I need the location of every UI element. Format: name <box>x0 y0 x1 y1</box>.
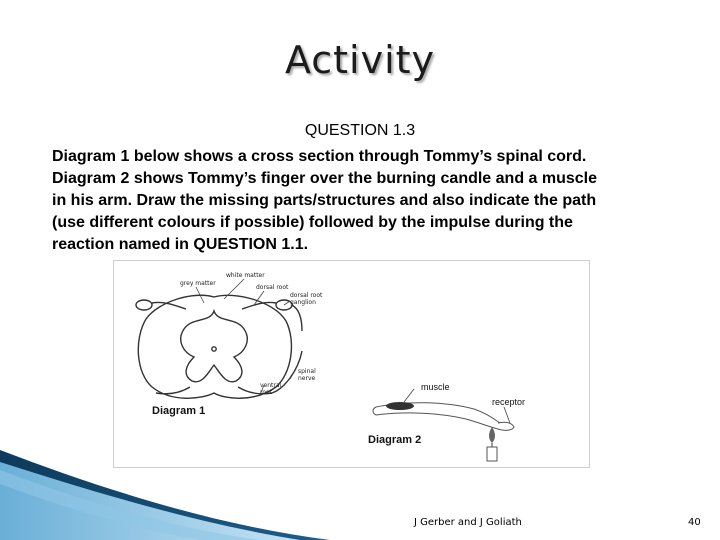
decorative-swoosh <box>0 440 720 540</box>
question-line: in his arm. Draw the missing parts/structures and also indicate the path <box>52 192 597 209</box>
question-line: Diagram 2 shows Tommy’s finger over the burning candle and a muscle <box>52 170 598 187</box>
diagram-figure <box>113 260 590 468</box>
diagram1-caption: Diagram 1 <box>152 405 206 417</box>
slide-title: Activity <box>284 38 436 82</box>
label-ventral-root-1: ventral <box>260 382 282 389</box>
page-number: 40 <box>688 517 701 528</box>
question-line: reaction named in QUESTION 1.1. <box>52 236 309 253</box>
label-ventral-root-2: root <box>260 389 273 396</box>
question-line: (use different colours if possible) followed by the impulse during the <box>52 214 573 231</box>
label-white-matter: white matter <box>226 272 265 279</box>
label-dorsal-root: dorsal root <box>256 284 289 291</box>
question-heading: QUESTION 1.3 <box>304 122 416 139</box>
label-spinal-nerve-2: nerve <box>298 375 316 382</box>
diagram2-caption: Diagram 2 <box>368 434 422 446</box>
label-receptor: receptor <box>492 397 526 407</box>
diagram-svg <box>114 261 589 467</box>
label-dorsal-root-ganglion-2: ganglion <box>290 299 316 306</box>
question-text <box>52 146 692 256</box>
label-spinal-nerve-1: spinal <box>298 368 316 375</box>
label-dorsal-root-ganglion-1: dorsal root <box>290 292 323 299</box>
footer-credit: J Gerber and J Goliath <box>414 517 522 528</box>
question-line: Diagram 1 below shows a cross section through Tommy’s spinal cord. <box>52 148 587 165</box>
muscle-shape <box>386 402 414 410</box>
label-grey-matter: grey matter <box>180 280 216 287</box>
muscle-pointer <box>404 389 414 402</box>
label-muscle: muscle <box>421 382 450 392</box>
receptor-pointer <box>504 407 510 423</box>
